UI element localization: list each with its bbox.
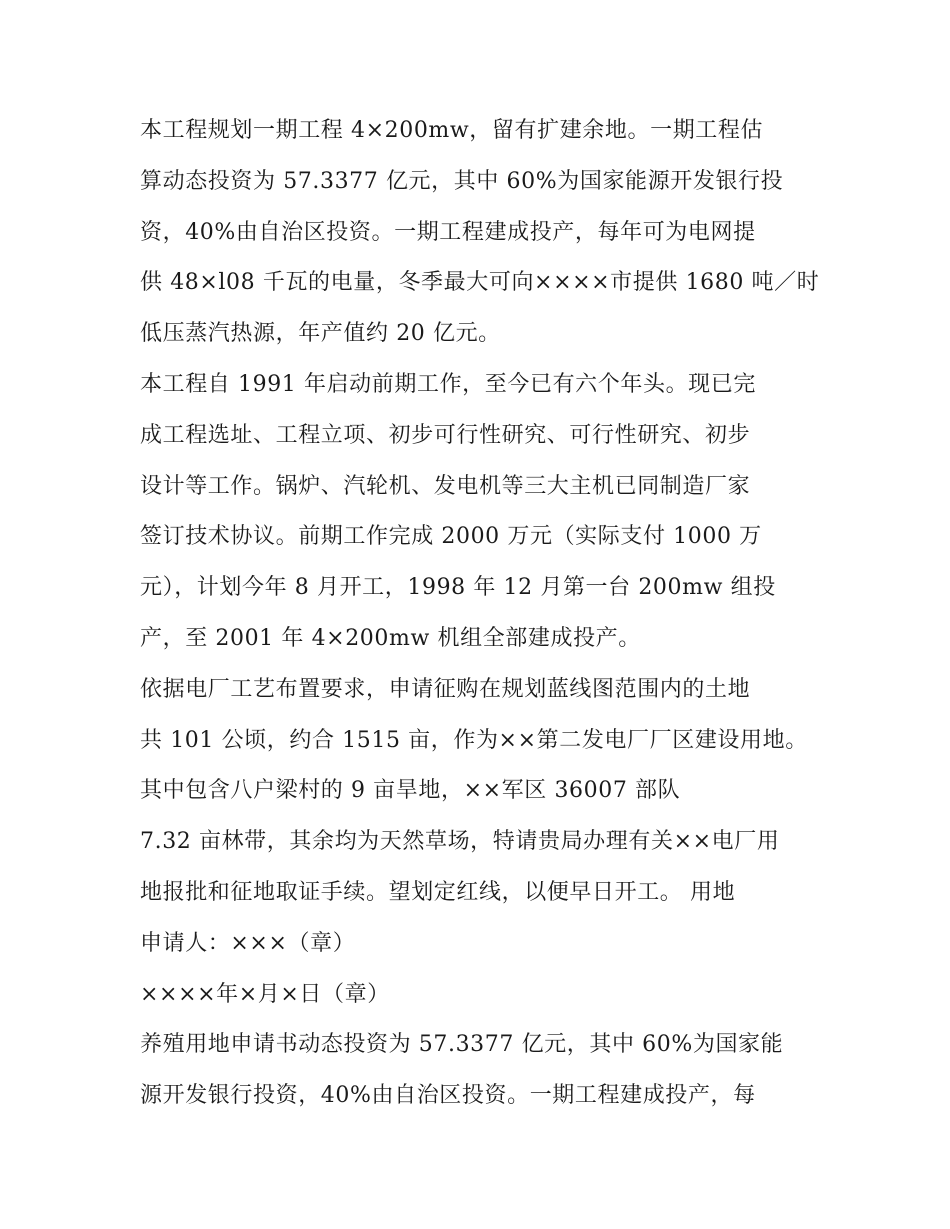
applicant-line: 申请人：×××（章） [140, 930, 356, 956]
text-line: 源开发银行投资，40%由自治区投资。一期工程建成投产，每 [140, 1083, 756, 1109]
text-line: 低压蒸汽热源，年产值约 20 亿元。 [140, 321, 501, 347]
text-line: 地报批和征地取证手续。望划定红线，以便早日开工。 用地 [140, 879, 736, 905]
text-line: 其中包含八户梁村的 9 亩旱地，××军区 36007 部队 [140, 778, 681, 804]
text-line: 共 101 公顷，约合 1515 亩，作为××第二发电厂厂区建设用地。 [140, 727, 808, 753]
document-body [140, 106, 820, 1122]
text-line: 依据电厂工艺布置要求，申请征购在规划蓝线图范围内的土地 [140, 676, 751, 702]
text-line: 供 48×l08 千瓦的电量，冬季最大可向××××市提供 1680 吨／时 [140, 270, 820, 296]
text-line: 产，至 2001 年 4×200mw 机组全部建成投产。 [140, 625, 641, 651]
text-line: 养殖用地申请书动态投资为 57.3377 亿元，其中 60%为国家能 [140, 1032, 784, 1058]
text-line: 资，40%由自治区投资。一期工程建成投产，每年可为电网提 [140, 219, 756, 245]
text-line: 签订技术协议。前期工作完成 2000 万元（实际支付 1000 万 [140, 524, 762, 550]
text-line: 设计等工作。锅炉、汽轮机、发电机等三大主机已同制造厂家 [140, 473, 751, 499]
text-line: 本工程自 1991 年启动前期工作，至今已有六个年头。现已完 [140, 371, 756, 397]
text-line: 元），计划今年 8 月开工，1998 年 12 月第一台 200mw 组投 [140, 575, 776, 601]
text-line: 本工程规划一期工程 4×200mw，留有扩建余地。一期工程估 [140, 118, 764, 143]
text-line: 成工程选址、工程立项、初步可行性研究、可行性研究、初步 [140, 422, 751, 448]
text-line: 7.32 亩林带，其余均为天然草场，特请贵局办理有关××电厂用 [140, 829, 780, 855]
text-line: 算动态投资为 57.3377 亿元，其中 60%为国家能源开发银行投 [140, 168, 784, 194]
date-line: ××××年×月×日（章） [140, 981, 390, 1007]
